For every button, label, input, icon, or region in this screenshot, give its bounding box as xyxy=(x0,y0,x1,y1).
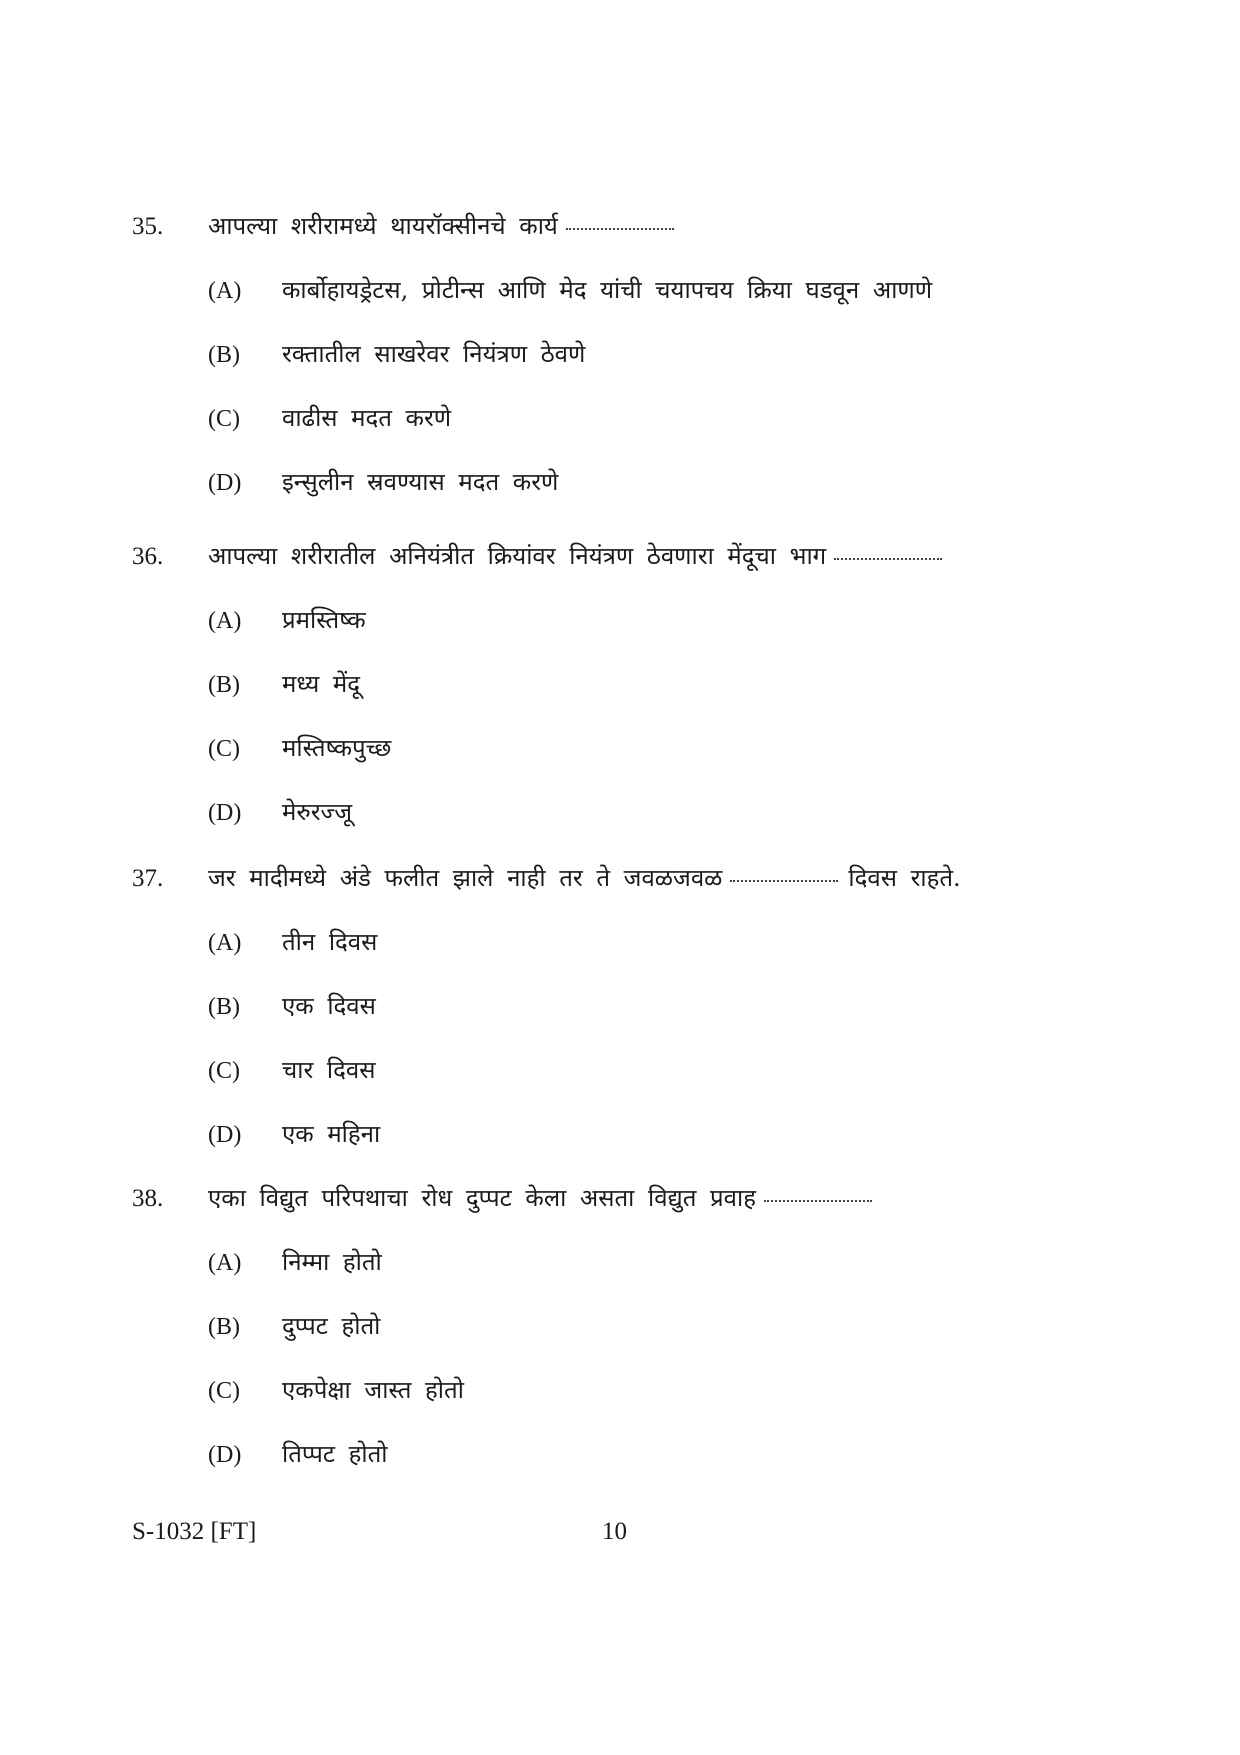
answer-blank xyxy=(834,548,942,560)
option-text: वाढीस मदत करणे xyxy=(282,404,452,432)
option-text: तिप्पट होतो xyxy=(282,1440,388,1468)
option-label: (A) xyxy=(208,278,242,304)
question-text: एका विद्युत परिपथाचा रोध दुप्पट केला असता विद्युत प्रवाह xyxy=(208,1184,756,1212)
option-label: (D) xyxy=(208,800,242,826)
option-a[interactable] xyxy=(208,894,1132,958)
option-b[interactable] xyxy=(208,958,1132,1022)
option-label: (B) xyxy=(208,994,240,1020)
option-b[interactable] xyxy=(208,636,1132,700)
question-stem xyxy=(132,862,1132,894)
option-c[interactable] xyxy=(208,1022,1132,1086)
option-text: मध्य मेंदू xyxy=(282,670,361,698)
option-c[interactable] xyxy=(208,700,1132,764)
question-number: 36. xyxy=(132,543,164,570)
question-37 xyxy=(132,862,1132,1150)
answer-blank xyxy=(764,1190,872,1202)
page-number: 10 xyxy=(602,1518,627,1545)
option-label: (B) xyxy=(208,672,240,698)
page-footer xyxy=(132,1518,1132,1554)
option-text: एक दिवस xyxy=(282,992,376,1020)
option-a[interactable] xyxy=(208,572,1132,636)
option-label: (A) xyxy=(208,608,242,634)
option-label: (C) xyxy=(208,1378,240,1404)
option-d[interactable] xyxy=(208,764,1132,828)
option-a[interactable] xyxy=(208,242,1132,306)
option-d[interactable] xyxy=(208,434,1132,498)
option-label: (B) xyxy=(208,342,240,368)
question-stem xyxy=(132,210,1132,242)
option-list xyxy=(132,242,1132,498)
option-text: तीन दिवस xyxy=(282,928,378,956)
question-38 xyxy=(132,1182,1132,1470)
option-text: इन्सुलीन स्रवण्यास मदत करणे xyxy=(282,468,559,496)
option-list xyxy=(132,894,1132,1150)
option-label: (C) xyxy=(208,406,240,432)
option-text: रक्तातील साखरेवर नियंत्रण ठेवणे xyxy=(282,340,586,368)
option-label: (B) xyxy=(208,1314,240,1340)
option-label: (D) xyxy=(208,470,242,496)
question-text: आपल्या शरीरातील अनियंत्रीत क्रियांवर नियंत्रण ठेवणारा मेंदूचा भाग xyxy=(208,542,827,570)
option-c[interactable] xyxy=(208,370,1132,434)
question-text-after: दिवस राहते. xyxy=(848,864,961,892)
option-text: दुप्पट होतो xyxy=(282,1312,381,1340)
answer-blank xyxy=(566,218,674,230)
option-label: (D) xyxy=(208,1442,242,1468)
question-number: 35. xyxy=(132,213,164,240)
option-text: कार्बोहायड्रेटस, प्रोटीन्स आणि मेद यांची चयापचय क्रिया घडवून आणणे xyxy=(282,276,933,304)
question-stem xyxy=(132,540,1132,572)
option-label: (C) xyxy=(208,736,240,762)
option-list xyxy=(132,572,1132,828)
option-text: प्रमस्तिष्क xyxy=(282,606,366,634)
question-36 xyxy=(132,540,1132,828)
option-text: एक महिना xyxy=(282,1120,381,1148)
option-text: मेरुरज्जू xyxy=(282,798,353,826)
question-text: आपल्या शरीरामध्ये थायरॉक्सीनचे कार्य xyxy=(208,212,558,240)
option-label: (A) xyxy=(208,930,242,956)
question-stem xyxy=(132,1182,1132,1214)
option-list xyxy=(132,1214,1132,1470)
option-label: (A) xyxy=(208,1250,242,1276)
option-d[interactable] xyxy=(208,1406,1132,1470)
option-b[interactable] xyxy=(208,306,1132,370)
option-text: मस्तिष्कपुच्छ xyxy=(282,734,392,762)
question-text: जर मादीमध्ये अंडे फलीत झाले नाही तर ते जवळजवळ xyxy=(208,864,723,892)
question-number: 37. xyxy=(132,865,164,892)
option-d[interactable] xyxy=(208,1086,1132,1150)
option-label: (C) xyxy=(208,1058,240,1084)
option-b[interactable] xyxy=(208,1278,1132,1342)
option-c[interactable] xyxy=(208,1342,1132,1406)
paper-code: S-1032 [FT] xyxy=(132,1518,257,1545)
question-number: 38. xyxy=(132,1185,164,1212)
option-text: चार दिवस xyxy=(282,1056,376,1084)
option-text: एकपेक्षा जास्त होतो xyxy=(282,1376,464,1404)
option-a[interactable] xyxy=(208,1214,1132,1278)
question-35 xyxy=(132,210,1132,498)
option-text: निम्मा होतो xyxy=(282,1248,382,1276)
option-label: (D) xyxy=(208,1122,242,1148)
answer-blank xyxy=(730,870,838,882)
